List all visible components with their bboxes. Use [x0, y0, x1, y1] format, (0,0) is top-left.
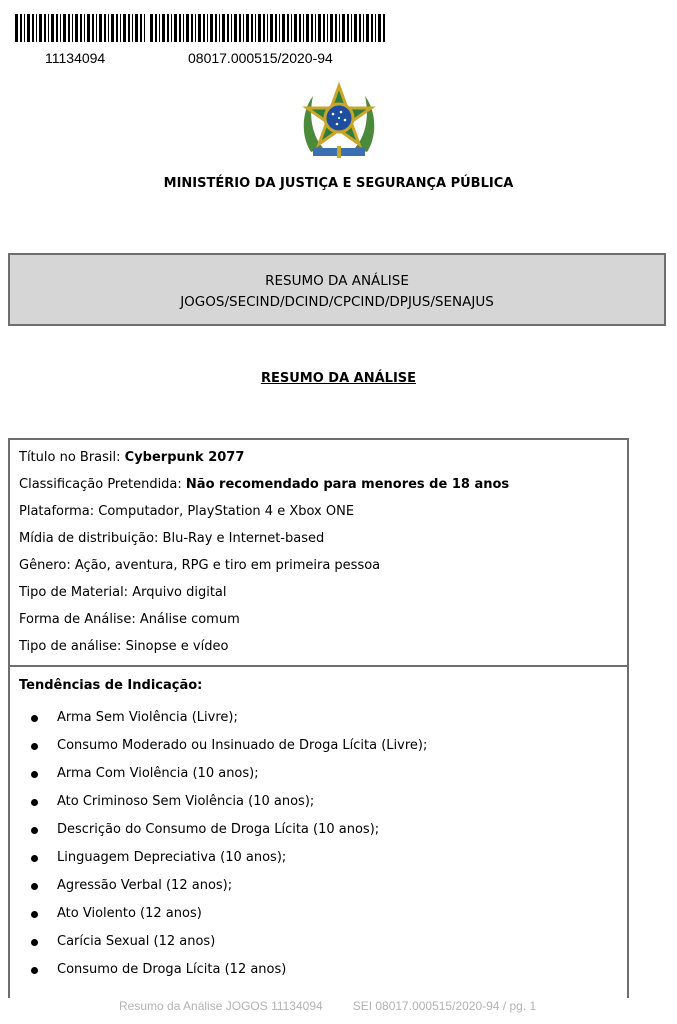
bullet-icon	[31, 939, 38, 946]
barcode-stripe	[104, 14, 106, 42]
barcode-stripe	[174, 14, 177, 42]
barcode-stripe	[219, 14, 220, 42]
barcode-stripe	[203, 14, 205, 42]
page-footer	[119, 999, 536, 1013]
barcode-stripe	[24, 14, 25, 42]
barcode-stripe	[186, 14, 189, 42]
barcode-stripe	[116, 14, 118, 42]
barcode-stripe	[311, 14, 313, 42]
barcode-stripe	[251, 14, 253, 42]
barcode-left	[15, 14, 145, 42]
coat-of-arms-emblem	[299, 82, 379, 164]
barcode-stripe	[243, 14, 244, 42]
barcode-stripe	[318, 14, 321, 42]
barcode-stripe	[227, 14, 229, 42]
process-number: 08017.000515/2020-94	[188, 50, 333, 66]
barcode-stripe	[108, 14, 109, 42]
barcode-stripe	[222, 14, 225, 42]
bullet-icon	[31, 743, 38, 750]
barcode-stripe	[347, 14, 349, 42]
barcode-stripe	[87, 14, 90, 42]
barcode-stripe	[335, 14, 337, 42]
barcode-stripe	[150, 14, 153, 42]
barcode-stripe	[291, 14, 292, 42]
bullet-icon	[31, 799, 38, 806]
barcode-stripe	[132, 14, 133, 42]
barcode-stripe	[128, 14, 130, 42]
barcode-stripe	[255, 14, 256, 42]
barcode-stripe	[99, 14, 102, 42]
bullet-icon	[31, 967, 38, 974]
field-label: Tipo de Material:	[19, 585, 133, 600]
barcode-stripe	[68, 14, 70, 42]
barcode-stripe	[270, 14, 273, 42]
list-item-text: Linguagem Depreciativa (10 anos);	[57, 850, 287, 865]
field-value: Arquivo digital	[132, 585, 227, 600]
field-value: Análise comum	[139, 612, 240, 627]
barcode-stripe	[171, 14, 172, 42]
document-id: 11134094	[45, 50, 106, 66]
barcode-stripe	[378, 14, 381, 42]
barcode-stripe	[375, 14, 376, 42]
barcode-stripe	[354, 14, 357, 42]
field-value: Ação, aventura, RPG e tiro em primeira pessoa	[74, 558, 381, 573]
barcode-stripe	[282, 14, 285, 42]
field-rating	[19, 477, 509, 492]
list-item-text: Consumo de Droga Lícita (12 anos)	[57, 962, 287, 977]
field-label: Forma de Análise:	[19, 612, 140, 627]
barcode-stripe	[60, 14, 61, 42]
barcode-stripe	[234, 14, 237, 42]
barcode-stripe	[327, 14, 328, 42]
barcode-stripe	[351, 14, 352, 42]
barcode-stripe	[366, 14, 369, 42]
barcode-stripe	[306, 14, 309, 42]
field-value: Não recomendado para menores de 18 anos	[185, 477, 510, 492]
barcode-stripe	[120, 14, 121, 42]
barcode-stripe	[155, 14, 157, 42]
field-label: Classificação Pretendida:	[19, 477, 186, 492]
ministry-title: MINISTÉRIO DA JUSTIÇA E SEGURANÇA PÚBLICA	[163, 176, 514, 191]
barcode-stripe	[96, 14, 97, 42]
barcode-stripe	[80, 14, 82, 42]
barcode-stripe	[258, 14, 261, 42]
barcode-stripe	[246, 14, 249, 42]
summary-box	[8, 253, 666, 326]
barcode-stripe	[210, 14, 213, 42]
barcode-stripe	[48, 14, 49, 42]
barcode-stripe	[75, 14, 78, 42]
list-item-text: Descrição do Consumo de Droga Lícita (10 anos);	[57, 822, 380, 837]
barcode-stripe	[27, 14, 30, 42]
bullet-icon	[31, 855, 38, 862]
barcode-stripe	[111, 14, 114, 42]
list-item-text: Agressão Verbal (12 anos);	[57, 878, 233, 893]
barcode-stripe	[267, 14, 268, 42]
bullet-icon	[31, 883, 38, 890]
list-item-text: Ato Criminoso Sem Violência (10 anos);	[57, 794, 315, 809]
field-value: Cyberpunk 2077	[124, 450, 245, 465]
barcode-stripe	[135, 14, 138, 42]
field-value: Blu-Ray e Internet-based	[162, 531, 325, 546]
field-material	[19, 585, 227, 600]
barcode-stripe	[36, 14, 37, 42]
table-divider	[10, 665, 627, 667]
field-analysis-type	[19, 639, 228, 654]
barcode-stripe	[315, 14, 316, 42]
barcode-stripe	[279, 14, 280, 42]
list-item-text: Consumo Moderado ou Insinuado de Droga Lícita (Livre);	[57, 738, 428, 753]
barcode-stripe	[342, 14, 345, 42]
barcode-stripe	[299, 14, 301, 42]
bullet-icon	[31, 715, 38, 722]
section-title: RESUMO DA ANÁLISE	[260, 371, 417, 386]
footer-page: SEI 08017.000515/2020-94 / pg. 1	[352, 999, 537, 1013]
barcode-stripe	[231, 14, 232, 42]
barcode-stripe	[239, 14, 241, 42]
barcode-stripe	[359, 14, 361, 42]
field-label: Mídia de distribuição:	[19, 531, 163, 546]
barcode-stripe	[159, 14, 160, 42]
barcode-stripe	[140, 14, 142, 42]
barcode-stripe	[15, 14, 18, 42]
field-media	[19, 531, 324, 546]
barcode-stripe	[32, 14, 34, 42]
list-item-text: Carícia Sexual (12 anos)	[57, 934, 216, 949]
barcode-stripe	[167, 14, 169, 42]
barcode-stripe	[198, 14, 201, 42]
field-title	[19, 450, 244, 465]
field-value: Sinopse e vídeo	[125, 639, 229, 654]
barcode-stripe	[63, 14, 66, 42]
barcode-stripe	[263, 14, 265, 42]
summary-box-title: RESUMO DA ANÁLISE	[265, 273, 409, 289]
bullet-icon	[31, 827, 38, 834]
barcode-stripe	[20, 14, 22, 42]
barcode-stripe	[44, 14, 46, 42]
barcode-stripe	[39, 14, 42, 42]
field-genre	[19, 558, 380, 573]
barcode-stripe	[183, 14, 184, 42]
barcode-stripe	[371, 14, 373, 42]
field-label: Tipo de análise:	[19, 639, 126, 654]
barcode-stripe	[92, 14, 94, 42]
field-label: Título no Brasil:	[19, 450, 125, 465]
tendencies-title: Tendências de Indicação:	[19, 678, 203, 693]
barcode-stripe	[330, 14, 333, 42]
barcode-stripe	[144, 14, 145, 42]
barcode-stripe	[207, 14, 208, 42]
barcode-stripe	[323, 14, 325, 42]
barcode-stripe	[123, 14, 126, 42]
barcode-stripe	[51, 14, 54, 42]
barcode-stripe	[56, 14, 58, 42]
barcode-stripe	[294, 14, 297, 42]
barcode-stripe	[195, 14, 196, 42]
barcode-stripe	[179, 14, 181, 42]
barcode-stripe	[215, 14, 217, 42]
barcode-right	[150, 14, 386, 42]
barcode-stripe	[339, 14, 340, 42]
barcode-stripe	[191, 14, 193, 42]
barcode-stripe	[363, 14, 364, 42]
barcode-stripe	[275, 14, 277, 42]
field-platform	[19, 504, 354, 519]
footer-document: Resumo da Análise JOGOS 11134094	[119, 999, 323, 1013]
list-item-text: Arma Sem Violência (Livre);	[57, 710, 238, 725]
field-analysis-form	[19, 612, 240, 627]
bullet-icon	[31, 771, 38, 778]
barcode-stripe	[162, 14, 165, 42]
list-item-text: Ato Violento (12 anos)	[57, 906, 202, 921]
barcode-stripe	[383, 14, 385, 42]
field-label: Gênero:	[19, 558, 75, 573]
barcode-stripe	[84, 14, 85, 42]
barcode-stripe	[72, 14, 73, 42]
field-value: Computador, PlayStation 4 e Xbox ONE	[98, 504, 355, 519]
info-table	[8, 438, 629, 998]
list-item-text: Arma Com Violência (10 anos);	[57, 766, 259, 781]
field-label: Plataforma:	[19, 504, 99, 519]
summary-box-department: JOGOS/SECIND/DCIND/CPCIND/DPJUS/SENAJUS	[180, 294, 494, 310]
barcode-stripe	[303, 14, 304, 42]
barcode-stripe	[287, 14, 289, 42]
bullet-icon	[31, 911, 38, 918]
